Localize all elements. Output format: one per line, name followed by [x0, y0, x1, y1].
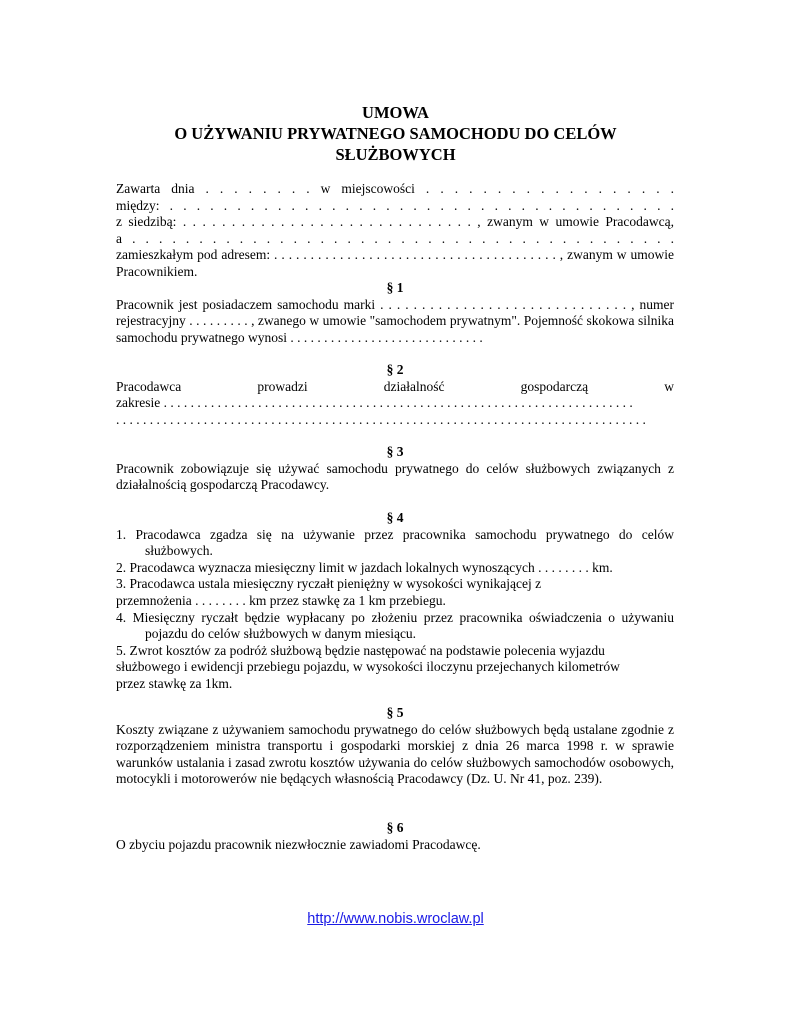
section-5-text: Koszty związane z używaniem samochodu prywatnego do celów służbowych będą ustalane zgodnie z rozporządzeniem ministra transportu i gospodarki morskiej z dnia 26 marca 1998 r. w sprawie warunków ustalania i zasad zwrotu kosztów używania do celów służbowych samochodów osobowych, motocykli i motorowerów nie będących własnością Pracodawcy (Dz. U. Nr 41, poz. 239).	[116, 721, 674, 787]
section-4-item-5a: 5. Zwrot kosztów za podróż służbową będzie następować na podstawie polecenia wyjazdu	[116, 642, 605, 658]
intro-and: a . . . . . . . . . . . . . . . . . . . . . . . . . . . . . . . . . . . . . . . . .	[116, 230, 674, 246]
section-4	[116, 510, 674, 693]
document-title-line-2: O UŻYWANIU PRYWATNEGO SAMOCHODU DO CELÓW	[174, 124, 617, 143]
section-4-item-2: 2. Pracodawca wyznacza miesięczny limit w jazdach lokalnych wynoszących . . . . . . . . km.	[116, 559, 613, 575]
intro-block	[116, 181, 674, 281]
footer	[0, 911, 791, 928]
section-4-item-3a: 3. Pracodawca ustala miesięczny ryczałt pieniężny w wysokości wynikającej z	[116, 576, 542, 592]
section-6-heading: § 6	[386, 820, 404, 835]
section-2-line-3: . . . . . . . . . . . . . . . . . . . . . . . . . . . . . . . . . . . . . . . . . . . . . . . . . . . . . . . . . . . . . . . . . . . . . . . . . . . . . . .	[116, 411, 646, 427]
section-2-line-1: Pracodawca prowadzi działalność gospodarczą w	[116, 378, 674, 394]
section-6-text: O zbyciu pojazdu pracownik niezwłocznie zawiadomi Pracodawcę.	[116, 836, 481, 852]
section-3-heading: § 3	[386, 444, 404, 459]
footer-website-link[interactable]: http://www.nobis.wroclaw.pl	[307, 911, 484, 927]
section-4-item-1: 1. Pracodawca zgadza się na używanie przez pracownika samochodu prywatnego do celów służbowych.	[116, 526, 674, 559]
section-4-item-5b: służbowego i ewidencji przebiegu pojazdu, w wysokości iloczynu przejechanych kilometrów	[116, 659, 620, 675]
intro-between: między: . . . . . . . . . . . . . . . . . . . . . . . . . . . . . . . . . . . . . .	[116, 197, 674, 213]
section-3-text: Pracownik zobowiązuje się używać samochodu prywatnego do celów służbowych związanych z działalnością gospodarczą Pracodawcy.	[116, 460, 674, 493]
section-2-heading: § 2	[386, 362, 404, 377]
intro-address: zamieszkałym pod adresem: . . . . . . . . . . . . . . . . . . . . . . . . . . . . . . . . . . . . . . . , zwanym w umowie Pracownikiem.	[116, 247, 674, 279]
intro-date-place: Zawarta dnia . . . . . . . . w miejscowości . . . . . . . . . . . . . . . . . .	[116, 181, 674, 196]
section-3	[116, 444, 674, 494]
section-1-heading: § 1	[386, 280, 404, 295]
section-2-line-2: zakresie . . . . . . . . . . . . . . . . . . . . . . . . . . . . . . . . . . . . . . . . . . . . . . . . . . . . . . . . . . . . . . . . . . . . . .	[116, 395, 633, 411]
section-4-item-3b: przemnożenia . . . . . . . . km przez stawkę za 1 km przebiegu.	[116, 592, 446, 608]
document-title-line-3: SŁUŻBOWYCH	[335, 145, 456, 164]
section-6	[116, 820, 674, 853]
section-1	[116, 280, 674, 346]
section-4-item-5c: przez stawkę za 1km.	[116, 675, 233, 691]
section-4-item-4: 4. Miesięczny ryczałt będzie wypłacany po złożeniu przez pracownika oświadczenia o używaniu pojazdu do celów służbowych w danym miesiącu.	[116, 609, 674, 642]
section-5	[116, 705, 674, 788]
section-1-text: Pracownik jest posiadaczem samochodu marki . . . . . . . . . . . . . . . . . . . . . . . . . . . . . . , numer rejestracyjny . . . . . . . . . , zwanego w umowie "samochodem prywatnym". Pojemność skokowa silnika samochodu prywatnego wynosi . . . . . . . . . . . . . . . . . . . . . . . . . . . . .	[116, 296, 674, 345]
section-4-heading: § 4	[386, 510, 404, 525]
section-5-heading: § 5	[386, 705, 404, 720]
section-2	[116, 362, 674, 428]
intro-seat: z siedzibą: . . . . . . . . . . . . . . . . . . . . . . . . . . . . . . , zwanym w umowie Pracodawcą,	[116, 214, 674, 230]
document-title-line-1: UMOWA	[362, 103, 429, 122]
